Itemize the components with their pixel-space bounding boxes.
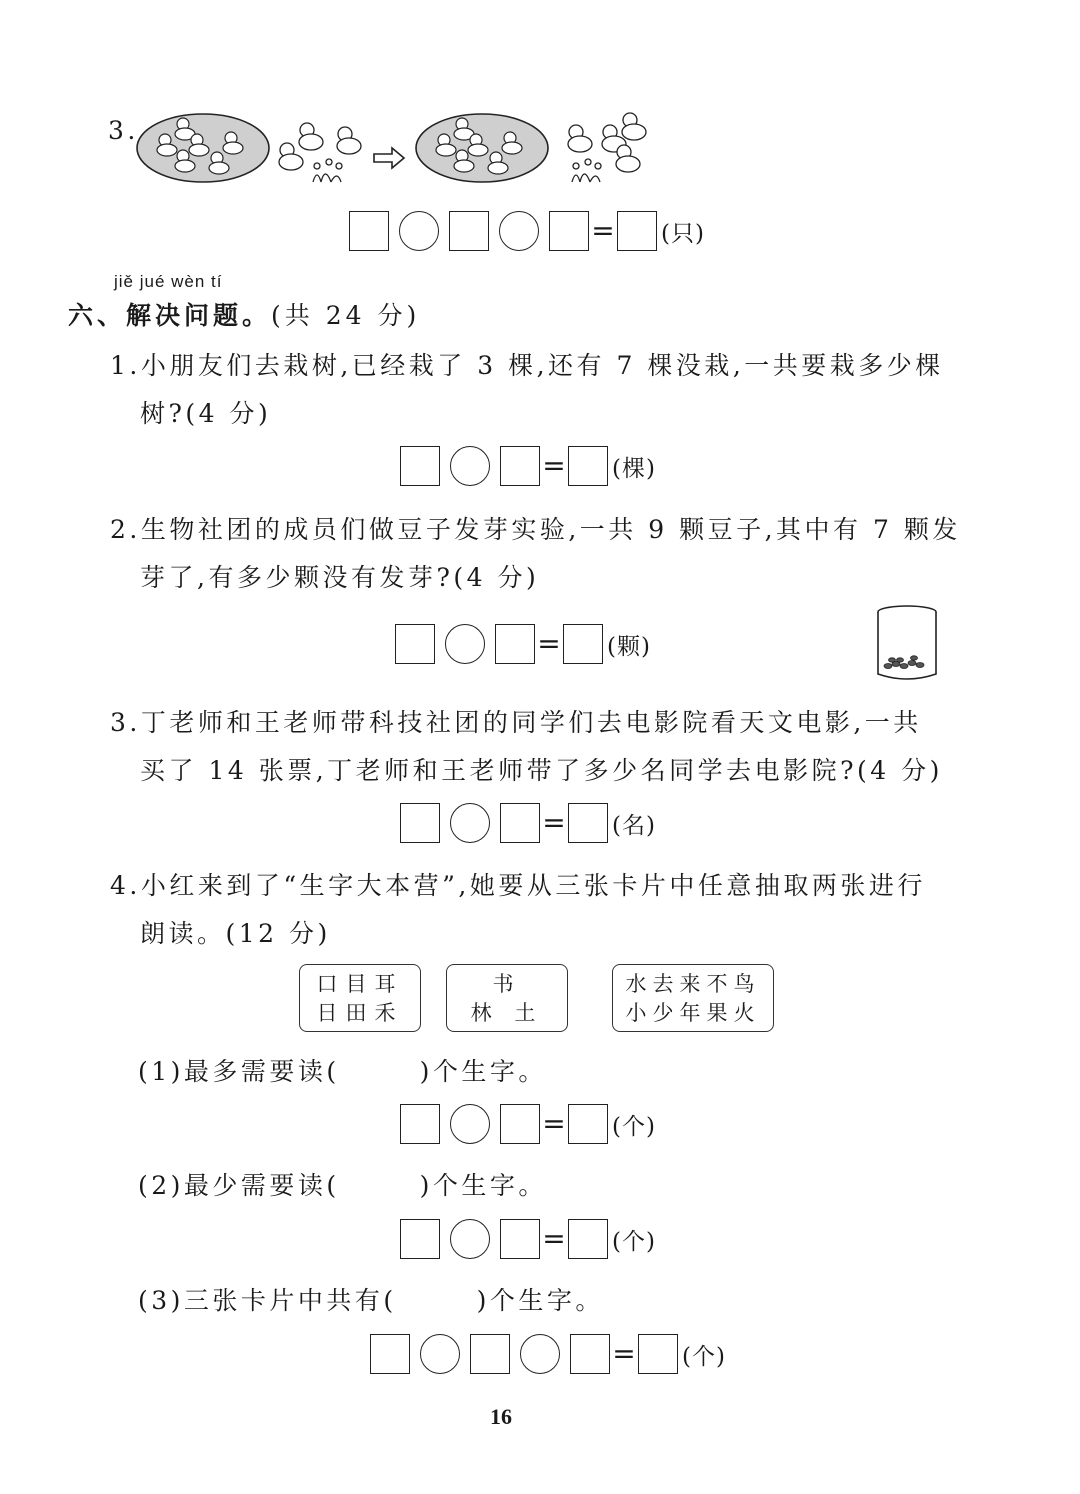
unit-label: (棵) xyxy=(612,455,656,482)
character-card-3 xyxy=(612,964,774,1032)
answer-box[interactable] xyxy=(568,1104,608,1144)
land-ducks xyxy=(279,123,361,170)
card-row: 日田禾 xyxy=(316,1001,404,1025)
answer-box[interactable] xyxy=(370,1334,410,1374)
equation-q4-2 xyxy=(400,1217,656,1261)
unit-label: (个) xyxy=(612,1113,656,1140)
q2-line1: 2.生物社团的成员们做豆子发芽实验,一共 9 颗豆子,其中有 7 颗发 xyxy=(110,515,961,544)
equation-q2 xyxy=(395,622,651,666)
operator-circle[interactable] xyxy=(450,803,490,843)
equals-sign: = xyxy=(537,627,561,660)
ducks-pond-picture-before xyxy=(135,108,375,188)
equation-q3 xyxy=(400,801,656,845)
operator-circle[interactable] xyxy=(499,211,539,251)
answer-box[interactable] xyxy=(563,624,603,664)
answer-box[interactable] xyxy=(400,803,440,843)
character-card-2 xyxy=(446,964,568,1032)
q4-line1: 4.小红来到了“生字大本营”,她要从三张卡片中任意抽取两张进行 xyxy=(110,871,926,900)
q4-sub1 xyxy=(138,1052,547,1088)
unit-label: (只) xyxy=(661,220,705,247)
section-points: (共 24 分) xyxy=(271,301,421,330)
q3-line1: 3.丁老师和王老师带科技社团的同学们去电影院看天文电影,一共 xyxy=(110,708,922,737)
equation-top-problem xyxy=(349,209,705,253)
equals-sign: = xyxy=(591,214,615,247)
sub2-text-after: )个生字。 xyxy=(419,1171,547,1200)
operator-circle[interactable] xyxy=(450,446,490,486)
answer-box[interactable] xyxy=(500,1219,540,1259)
q2-line2: 芽了,有多少颗没有发芽?(4 分) xyxy=(140,563,540,592)
card-row: 小少年果火 xyxy=(625,1001,761,1025)
top-problem-label: 3. xyxy=(108,116,139,145)
answer-box[interactable] xyxy=(500,1104,540,1144)
q3-line2: 买了 14 张票,丁老师和王老师带了多少名同学去电影院?(4 分) xyxy=(140,756,943,785)
answer-box[interactable] xyxy=(470,1334,510,1374)
unit-label: (名) xyxy=(612,812,656,839)
answer-box[interactable] xyxy=(500,803,540,843)
sub2-text-before: (2)最少需要读( xyxy=(138,1171,340,1200)
answer-box[interactable] xyxy=(500,446,540,486)
answer-box[interactable] xyxy=(395,624,435,664)
answer-box[interactable] xyxy=(570,1334,610,1374)
q1-line1: 1.小朋友们去栽树,已经栽了 3 棵,还有 7 棵没栽,一共要栽多少棵 xyxy=(110,351,944,380)
sub3-text-before: (3)三张卡片中共有( xyxy=(138,1286,397,1315)
flowers xyxy=(313,159,342,182)
section-pinyin: jiě jué wèn tí xyxy=(114,272,223,291)
answer-box[interactable] xyxy=(449,211,489,251)
card-row: 口目耳 xyxy=(316,972,404,996)
operator-circle[interactable] xyxy=(450,1104,490,1144)
operator-circle[interactable] xyxy=(399,211,439,251)
ducks-pond-picture-after xyxy=(414,108,654,188)
flowers xyxy=(572,159,601,182)
section-heading xyxy=(68,296,420,332)
unit-label: (个) xyxy=(682,1343,726,1370)
bean-jar-picture xyxy=(874,604,940,684)
equals-sign: = xyxy=(612,1337,636,1370)
answer-box[interactable] xyxy=(568,1219,608,1259)
equation-q1 xyxy=(400,444,656,488)
sub1-text-after: )个生字。 xyxy=(419,1057,547,1086)
q4-line2: 朗读。(12 分) xyxy=(140,919,331,948)
land-ducks xyxy=(568,113,646,172)
section-number: 六、 xyxy=(68,301,127,330)
q4-sub3 xyxy=(138,1281,604,1317)
operator-circle[interactable] xyxy=(450,1219,490,1259)
unit-label: (个) xyxy=(612,1228,656,1255)
equals-sign: = xyxy=(542,1107,566,1140)
equals-sign: = xyxy=(542,449,566,482)
unit-label: (颗) xyxy=(607,633,651,660)
answer-box[interactable] xyxy=(568,803,608,843)
card-row: 水去来不鸟 xyxy=(625,972,761,996)
equals-sign: = xyxy=(542,1222,566,1255)
section-title: 解决问题。 xyxy=(126,301,272,330)
answer-box[interactable] xyxy=(638,1334,678,1374)
q1-line2: 树?(4 分) xyxy=(140,399,272,428)
card-row: 林 土 xyxy=(470,1001,544,1025)
answer-box[interactable] xyxy=(400,1219,440,1259)
operator-circle[interactable] xyxy=(520,1334,560,1374)
equals-sign: = xyxy=(542,806,566,839)
answer-box[interactable] xyxy=(400,1104,440,1144)
answer-box[interactable] xyxy=(568,446,608,486)
equation-q4-1 xyxy=(400,1102,656,1146)
equation-q4-3 xyxy=(370,1332,726,1376)
answer-box[interactable] xyxy=(400,446,440,486)
answer-box[interactable] xyxy=(549,211,589,251)
card-row: 书 xyxy=(492,972,522,996)
q4-sub2 xyxy=(138,1166,547,1202)
operator-circle[interactable] xyxy=(420,1334,460,1374)
character-card-1 xyxy=(299,964,421,1032)
arrow-icon xyxy=(372,146,406,174)
answer-box[interactable] xyxy=(617,211,657,251)
operator-circle[interactable] xyxy=(445,624,485,664)
sub3-text-after: )个生字。 xyxy=(476,1286,604,1315)
answer-box[interactable] xyxy=(349,211,389,251)
page-number: 16 xyxy=(490,1404,512,1429)
sub1-text-before: (1)最多需要读( xyxy=(138,1057,340,1086)
answer-box[interactable] xyxy=(495,624,535,664)
